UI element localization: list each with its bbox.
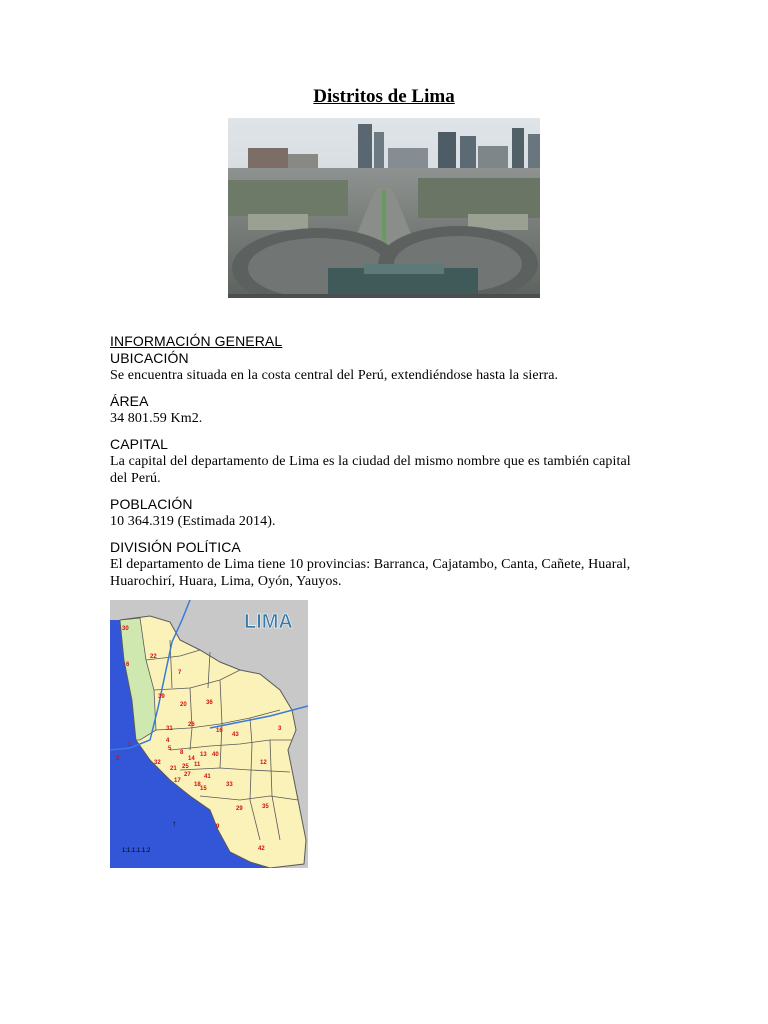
map-district-label: 30 xyxy=(122,626,129,632)
map-district-label: 29 xyxy=(236,806,243,812)
map-district-label: 21 xyxy=(170,766,177,772)
location-text: Se encuentra situada en la costa central del Perú, extendiéndose hasta la sierra. xyxy=(110,368,559,383)
map-district-label: 4 xyxy=(166,738,170,744)
map-district-label: 35 xyxy=(262,804,269,810)
map-district-label: 6 xyxy=(126,662,130,668)
map-district-label: 26 xyxy=(188,722,195,728)
map-district-label: 8 xyxy=(180,750,184,756)
area-text: 34 801.59 Km2. xyxy=(110,411,203,426)
map-district-label: 1 xyxy=(128,742,132,748)
map-district-label: 2 xyxy=(116,756,120,762)
capital-text: La capital del departamento de Lima es la ciudad del mismo nombre que es también capital del Perú. xyxy=(110,454,631,486)
map-district-label: 31 xyxy=(166,726,173,732)
map-district-label: 12 xyxy=(260,760,267,766)
map-district-label: 20 xyxy=(180,702,187,708)
section-heading-capital: CAPITAL xyxy=(110,436,169,452)
section-heading-location: UBICACIÓN xyxy=(110,350,189,366)
section-heading-area: ÁREA xyxy=(110,393,149,409)
map-district-label: 15 xyxy=(200,786,207,792)
map-scale: 1:1.1.1.1.2 xyxy=(122,848,151,854)
section-heading-population: POBLACIÓN xyxy=(110,496,193,512)
map-district-label: 16 xyxy=(216,728,223,734)
political-division-text: El departamento de Lima tiene 10 provincias: Barranca, Cajatambo, Canta, Cañete, Huaral, Huarochirí, Huara, Lima, Oyón, Yauyos. xyxy=(110,557,631,589)
map-district-label: 18 xyxy=(194,782,201,788)
map-district-label: 5 xyxy=(168,746,172,752)
map-district-label: 17 xyxy=(174,778,181,784)
map-district-label: 32 xyxy=(154,760,161,766)
map-district-label: 41 xyxy=(204,774,211,780)
map-district-label: 36 xyxy=(206,700,213,706)
population-text: 10 364.319 (Estimada 2014). xyxy=(110,514,276,529)
lima-districts-map xyxy=(110,600,308,868)
lima-city-photo xyxy=(228,118,540,298)
map-district-label: 22 xyxy=(150,654,157,660)
map-district-label: 25 xyxy=(182,764,189,770)
map-district-label: 43 xyxy=(232,732,239,738)
map-district-label: 3 xyxy=(278,726,282,732)
page-title: Distritos de Lima xyxy=(313,86,455,107)
map-district-label: 42 xyxy=(258,846,265,852)
map-title: LIMA xyxy=(244,611,293,633)
map-district-label: 33 xyxy=(226,782,233,788)
map-district-label: 14 xyxy=(188,756,195,762)
map-district-label: 13 xyxy=(200,752,207,758)
map-district-label: 11 xyxy=(194,762,201,768)
section-heading-general: INFORMACIÓN GENERAL xyxy=(110,333,283,349)
map-district-label: 7 xyxy=(178,670,182,676)
section-heading-political-division: DIVISIÓN POLÍTICA xyxy=(110,539,241,555)
map-district-label: 27 xyxy=(184,772,191,778)
map-district-label: 40 xyxy=(212,752,219,758)
map-district-label: 39 xyxy=(158,694,165,700)
map-district-label: 9 xyxy=(216,824,220,830)
map-north-arrow-icon: ↑ xyxy=(172,819,176,828)
